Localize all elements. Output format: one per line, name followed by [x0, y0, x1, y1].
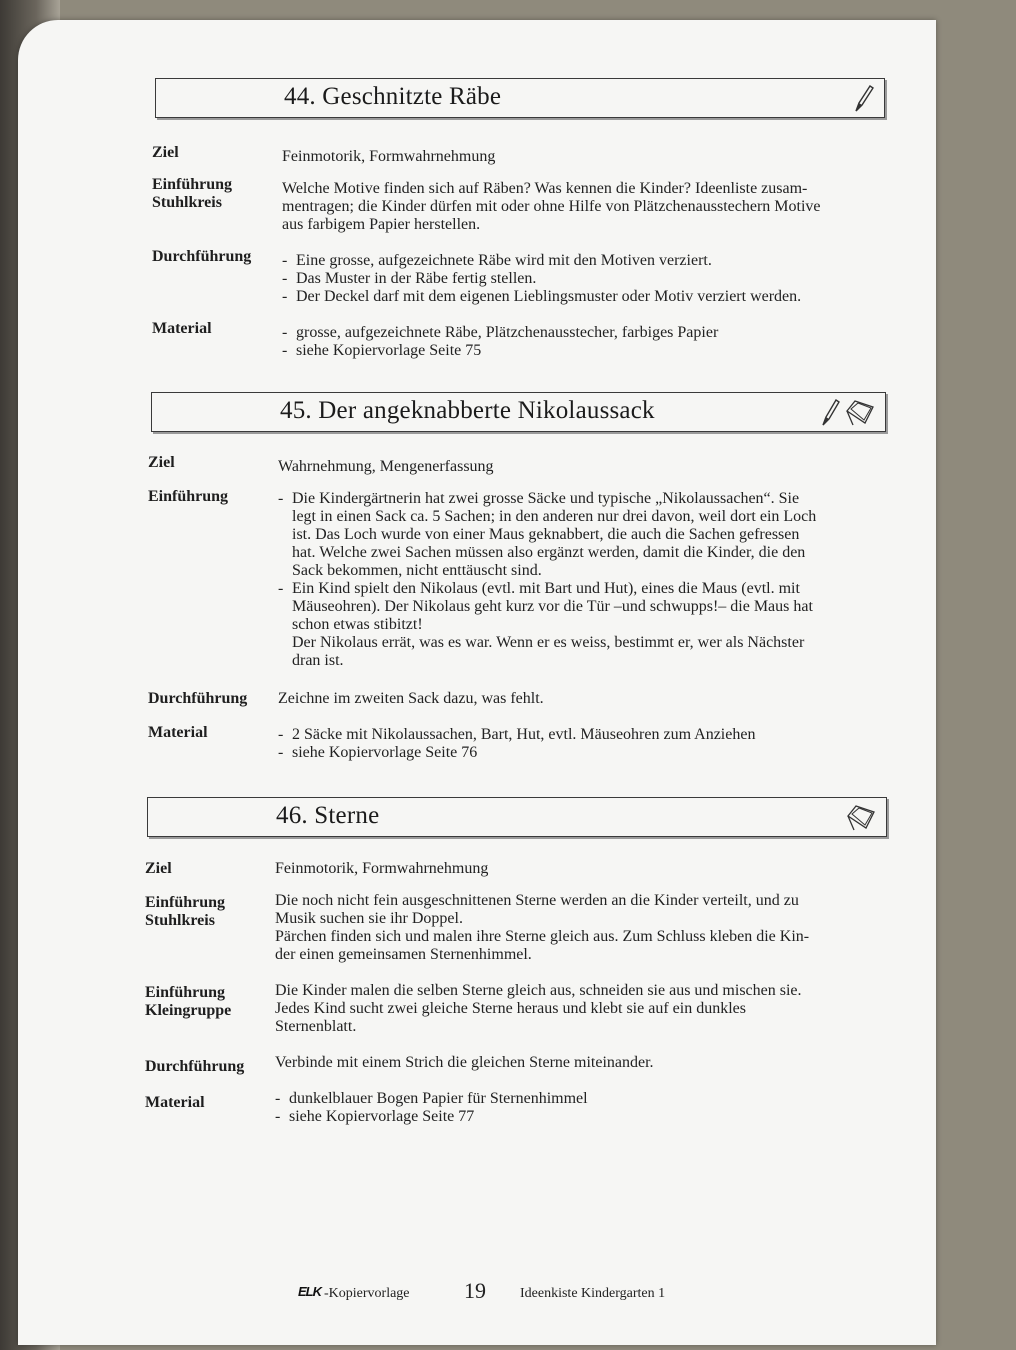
text-line: Welche Motive finden sich auf Räben? Was kennen die Kinder? Ideenliste zusam-: [282, 180, 808, 197]
section-title-box: [147, 797, 887, 837]
text-line: ist. Das Loch wurde von einer Maus geknabbert, die auch die Sachen gefressen: [292, 526, 800, 543]
text-line: Die Kinder malen die selben Sterne gleich aus, schneiden sie aus und mischen sie.: [275, 982, 802, 999]
list-item: - siehe Kopiervorlage Seite 77: [275, 1108, 885, 1126]
text-line: Feinmotorik, Formwahrnehmung: [275, 860, 489, 877]
text-line: Musik suchen sie ihr Doppel.: [275, 910, 463, 927]
section-title-box: [155, 78, 885, 118]
list-item: - Der Deckel darf mit dem eigenen Lieblingsmuster oder Motiv verziert werden.: [282, 288, 884, 306]
text-line: Feinmotorik, Formwahrnehmung: [282, 148, 496, 165]
text-line: - Die Kindergärtnerin hat zwei grosse Säcke und typische „Nikolaussachen“. Sie: [292, 490, 800, 507]
page-footer: [298, 1278, 718, 1312]
row-label: Material: [148, 724, 208, 741]
row-content: [282, 252, 884, 306]
text-line: mentragen; die Kinder dürfen mit oder ohne Hilfe von Plätzchenausstechern Motive: [282, 198, 821, 215]
pencil-icon: [850, 83, 876, 113]
title-icons: [850, 83, 876, 113]
text-line: Sternenblatt.: [275, 1018, 357, 1035]
row-content: [278, 490, 884, 670]
row-content: [275, 1054, 885, 1072]
row-content: [282, 148, 884, 166]
text-line: Die noch nicht fein ausgeschnittenen Sterne werden an die Kinder verteilt, und zu: [275, 892, 799, 909]
text-line: Wahrnehmung, Mengenerfassung: [278, 458, 494, 475]
row-label: Ziel: [148, 454, 175, 471]
row-content: [278, 690, 884, 708]
text-line: Sack bekommen, nicht enttäuscht sind.: [292, 562, 542, 579]
section-title: 46. Sterne: [276, 802, 380, 829]
list-item: - Eine grosse, aufgezeichnete Räbe wird mit den Motiven verziert.: [282, 252, 884, 270]
row-label: Einführung Stuhlkreis: [145, 894, 226, 929]
text-line: Jedes Kind sucht zwei gleiche Sterne heraus und klebt sie auf ein dunkles: [275, 1000, 746, 1017]
text-line: legt in einen Sack ca. 5 Sachen; in den anderen nur drei davon, weil dort ein Loch: [292, 508, 817, 525]
title-icons: [819, 397, 877, 427]
text-line: Mäuseohren). Der Nikolaus geht kurz vor die Tür –und schwupps!– die Maus hat: [292, 598, 813, 615]
section-title: 44. Geschnitzte Räbe: [284, 83, 502, 110]
row-label: Durchführung: [145, 1058, 245, 1075]
pencil-icon: [819, 397, 841, 427]
row-content: [278, 458, 884, 476]
text-line: Verbinde mit einem Strich die gleichen Sterne miteinander.: [275, 1054, 654, 1071]
list-item: - siehe Kopiervorlage Seite 76: [278, 744, 884, 762]
list-item: - siehe Kopiervorlage Seite 75: [282, 342, 884, 360]
list-item: - dunkelblauer Bogen Papier für Sternenhimmel: [275, 1090, 885, 1108]
elk-logo: ELK: [298, 1284, 321, 1299]
row-content: [278, 726, 884, 762]
page-number: 19: [464, 1278, 486, 1303]
text-line: Der Nikolaus errät, was es war. Wenn er es weiss, bestimmt er, wer als Nächster: [292, 634, 805, 651]
text-line: aus farbigem Papier herstellen.: [282, 216, 481, 233]
row-label: Durchführung: [148, 690, 248, 707]
list-item: - grosse, aufgezeichnete Räbe, Plätzchenausstecher, farbiges Papier: [282, 324, 884, 342]
footer-right-text: Ideenkiste Kindergarten 1: [520, 1286, 666, 1301]
row-content: [275, 892, 885, 964]
list-item: [278, 580, 884, 670]
text-line: Zeichne im zweiten Sack dazu, was fehlt.: [278, 690, 544, 707]
row-label: Einführung Stuhlkreis: [152, 176, 233, 211]
scissors-icon: [843, 397, 877, 427]
row-label: Material: [152, 320, 212, 337]
section-title: 45. Der angeknabberte Nikolaussack: [280, 397, 655, 424]
footer-left-text: -Kopiervorlage: [324, 1286, 410, 1301]
text-line: Pärchen finden sich und malen ihre Sterne gleich aus. Zum Schluss kleben die Kin-: [275, 928, 810, 945]
scissors-icon: [844, 802, 878, 832]
list-item: [278, 490, 884, 580]
list-item: - Das Muster in der Räbe fertig stellen.: [282, 270, 884, 288]
row-label: Material: [145, 1094, 205, 1111]
row-label: Ziel: [152, 144, 179, 161]
text-line: - Ein Kind spielt den Nikolaus (evtl. mit Bart und Hut), eines die Maus (evtl. mit: [292, 580, 800, 597]
row-label: Durchführung: [152, 248, 252, 265]
row-content: [282, 180, 884, 234]
list-item: - 2 Säcke mit Nikolaussachen, Bart, Hut, evtl. Mäuseohren zum Anziehen: [278, 726, 884, 744]
row-content: [275, 982, 885, 1036]
text-line: hat. Welche zwei Sachen müssen also ergänzt werden, damit die Kinder, die den: [292, 544, 806, 561]
text-line: schon etwas stibitzt!: [292, 616, 423, 633]
section-title-box: [151, 392, 886, 432]
document-page: [18, 20, 936, 1345]
text-line: der einen gemeinsamen Sternenhimmel.: [275, 946, 532, 963]
row-label: Einführung Kleingruppe: [145, 984, 232, 1019]
row-content: [282, 324, 884, 360]
text-line: dran ist.: [292, 652, 344, 669]
row-label: Ziel: [145, 860, 172, 877]
row-content: [275, 860, 885, 878]
title-icons: [844, 802, 878, 832]
row-label: Einführung: [148, 488, 229, 505]
row-content: [275, 1090, 885, 1126]
